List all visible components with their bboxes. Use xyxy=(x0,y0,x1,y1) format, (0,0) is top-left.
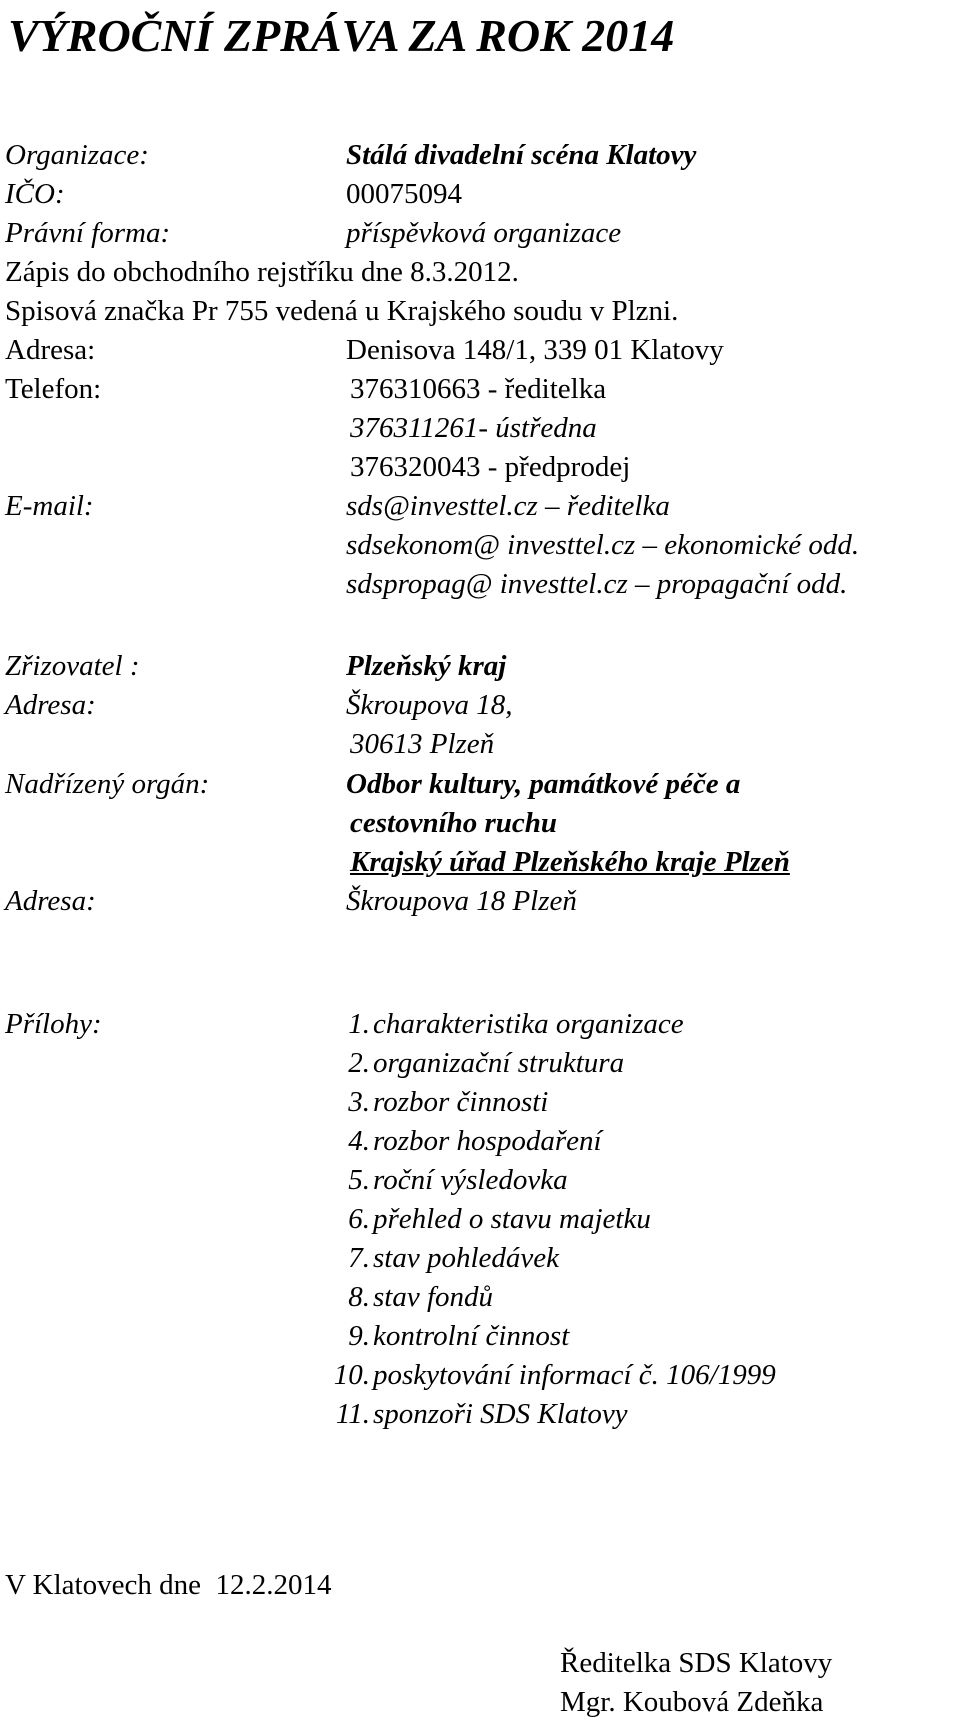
attachment-text: charakteristika organizace xyxy=(373,1008,684,1040)
superior-line: Krajský úřad Plzeňského kraje Plzeň xyxy=(350,846,790,878)
email-line: sdspropag@ investtel.cz – propagační odd. xyxy=(346,568,848,600)
legal-form-label: Právní forma: xyxy=(5,217,171,249)
organization-label: Organizace: xyxy=(5,139,149,171)
signature-name: Mgr. Koubová Zdeňka xyxy=(560,1686,824,1718)
superior-label: Nadřízený orgán: xyxy=(5,768,210,800)
organization-name: Stálá divadelní scéna Klatovy xyxy=(346,139,697,171)
founder-address-line: Škroupova 18, xyxy=(346,689,513,721)
phone-line: 376320043 - předprodej xyxy=(350,451,631,483)
attachment-text: stav pohledávek xyxy=(373,1242,560,1274)
attachment-number: 11. xyxy=(335,1398,370,1430)
attachments-label: Přílohy: xyxy=(5,1008,102,1040)
founder-address-label: Adresa: xyxy=(5,689,96,721)
attachment-text: stav fondů xyxy=(373,1281,494,1313)
attachment-text: kontrolní činnost xyxy=(373,1320,570,1352)
attachment-text: organizační struktura xyxy=(373,1047,625,1079)
legal-form-value: příspěvková organizace xyxy=(346,217,622,249)
superior-address-value: Škroupova 18 Plzeň xyxy=(346,885,577,917)
address-label: Adresa: xyxy=(5,334,96,366)
ico-label: IČO: xyxy=(5,178,65,210)
attachment-text: přehled o stavu majetku xyxy=(373,1203,651,1235)
phone-line: 376311261- ústředna xyxy=(350,412,597,444)
founder-name: Plzeňský kraj xyxy=(346,650,507,682)
superior-address-label: Adresa: xyxy=(5,885,96,917)
attachment-number: 4. xyxy=(348,1125,370,1157)
attachment-number: 7. xyxy=(348,1242,370,1274)
email-label: E-mail: xyxy=(5,490,94,522)
attachment-number: 1. xyxy=(348,1008,370,1040)
phone-label: Telefon: xyxy=(5,373,102,405)
document-title: VÝROČNÍ ZPRÁVA ZA ROK 2014 xyxy=(8,10,675,61)
attachment-text: rozbor činnosti xyxy=(373,1086,549,1118)
ico-value: 00075094 xyxy=(346,178,462,210)
registry-line: Zápis do obchodního rejstříku dne 8.3.2012. xyxy=(5,256,519,288)
signature-role: Ředitelka SDS Klatovy xyxy=(560,1647,833,1679)
founder-address-line: 30613 Plzeň xyxy=(350,728,495,760)
superior-line: Odbor kultury, památkové péče a xyxy=(346,768,741,800)
email-line: sds@investtel.cz – ředitelka xyxy=(346,490,670,522)
attachment-number: 10. xyxy=(333,1359,370,1391)
attachment-text: rozbor hospodaření xyxy=(373,1125,602,1157)
attachment-text: roční výsledovka xyxy=(373,1164,568,1196)
address-value: Denisova 148/1, 339 01 Klatovy xyxy=(346,334,724,366)
attachment-text: sponzoři SDS Klatovy xyxy=(373,1398,628,1430)
attachment-text: poskytování informací č. 106/1999 xyxy=(373,1359,776,1391)
attachment-number: 5. xyxy=(348,1164,370,1196)
file-mark-line: Spisová značka Pr 755 vedená u Krajského soudu v Plzni. xyxy=(5,295,679,327)
attachment-number: 2. xyxy=(348,1047,370,1079)
phone-line: 376310663 - ředitelka xyxy=(350,373,607,405)
attachment-number: 6. xyxy=(348,1203,370,1235)
attachment-number: 9. xyxy=(348,1320,370,1352)
founder-label: Zřizovatel : xyxy=(5,650,140,682)
email-line: sdsekonom@ investtel.cz – ekonomické odd. xyxy=(346,529,860,561)
attachment-number: 8. xyxy=(348,1281,370,1313)
attachment-number: 3. xyxy=(348,1086,370,1118)
superior-line: cestovního ruchu xyxy=(350,807,558,839)
place-date: V Klatovech dne 12.2.2014 xyxy=(5,1569,332,1601)
